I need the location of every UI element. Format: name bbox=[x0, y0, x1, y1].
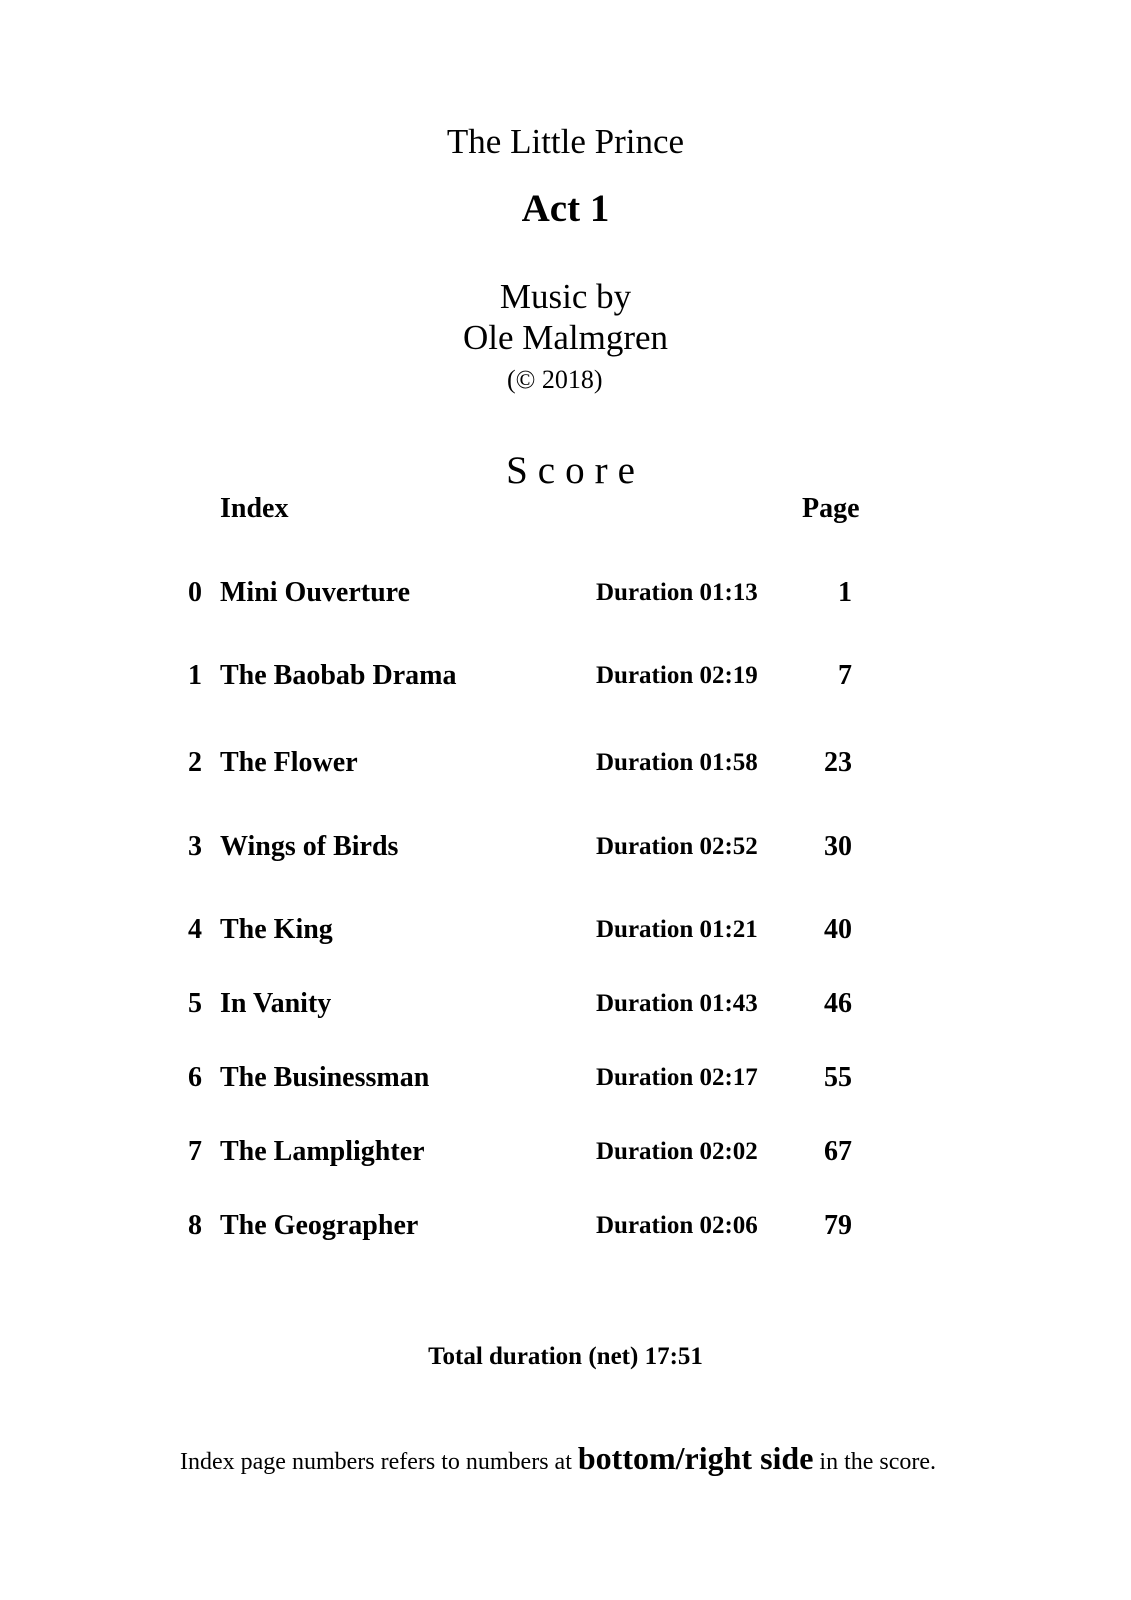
movement-page: 30 bbox=[824, 831, 852, 862]
movement-page: 7 bbox=[838, 660, 852, 691]
movement-title: The Geographer bbox=[220, 1210, 419, 1241]
movement-duration: Duration 01:43 bbox=[596, 990, 758, 1017]
index-row bbox=[0, 747, 1131, 787]
movement-page: 46 bbox=[824, 988, 852, 1019]
index-row bbox=[0, 1136, 1131, 1176]
page-column-header: Page bbox=[802, 493, 860, 524]
movement-number: 1 bbox=[188, 660, 202, 691]
movement-duration: Duration 01:58 bbox=[596, 749, 758, 776]
movement-page: 55 bbox=[824, 1062, 852, 1093]
movement-number: 3 bbox=[188, 831, 202, 862]
score-heading: Score bbox=[506, 449, 645, 492]
page-number-note bbox=[180, 1440, 936, 1477]
movement-page: 1 bbox=[838, 577, 852, 608]
movement-number: 5 bbox=[188, 988, 202, 1019]
movement-title: The Lamplighter bbox=[220, 1136, 425, 1167]
document-title: The Little Prince bbox=[446, 122, 685, 161]
note-text-start: Index page numbers refers to numbers at bbox=[180, 1449, 578, 1475]
movement-page: 40 bbox=[824, 914, 852, 945]
movement-duration: Duration 02:19 bbox=[596, 662, 758, 689]
movement-duration: Duration 02:06 bbox=[596, 1212, 758, 1239]
index-row bbox=[0, 914, 1131, 954]
index-row bbox=[0, 1210, 1131, 1250]
movement-page: 23 bbox=[824, 747, 852, 778]
movement-title: The Flower bbox=[220, 747, 358, 778]
index-row bbox=[0, 1062, 1131, 1102]
movement-duration: Duration 02:52 bbox=[596, 833, 758, 860]
movement-title: The Businessman bbox=[220, 1062, 430, 1093]
movement-number: 4 bbox=[188, 914, 202, 945]
movement-title: Mini Ouverture bbox=[220, 577, 411, 608]
movement-title: In Vanity bbox=[220, 988, 332, 1019]
index-row bbox=[0, 577, 1131, 617]
movement-duration: Duration 02:17 bbox=[596, 1064, 758, 1091]
index-row bbox=[0, 831, 1131, 871]
note-emphasis: bottom/right side bbox=[577, 1440, 814, 1476]
movement-duration: Duration 01:13 bbox=[596, 579, 758, 606]
movement-duration: Duration 01:21 bbox=[596, 916, 758, 943]
movement-title: The King bbox=[220, 914, 333, 945]
movement-page: 67 bbox=[824, 1136, 852, 1167]
movement-title: Wings of Birds bbox=[220, 831, 399, 862]
copyright-notice: (© 2018) bbox=[507, 365, 603, 394]
composer-name: Ole Malmgren bbox=[462, 318, 669, 357]
act-heading: Act 1 bbox=[521, 187, 610, 230]
note-text-end: in the score. bbox=[813, 1449, 937, 1475]
index-row bbox=[0, 988, 1131, 1028]
movement-title: The Baobab Drama bbox=[220, 660, 457, 691]
movement-number: 8 bbox=[188, 1210, 202, 1241]
music-by-label: Music by bbox=[499, 277, 632, 316]
movement-page: 79 bbox=[824, 1210, 852, 1241]
movement-number: 6 bbox=[188, 1062, 202, 1093]
movement-number: 0 bbox=[188, 577, 202, 608]
index-row bbox=[0, 660, 1131, 700]
movement-number: 2 bbox=[188, 747, 202, 778]
movement-number: 7 bbox=[188, 1136, 202, 1167]
movement-duration: Duration 02:02 bbox=[596, 1138, 758, 1165]
total-duration: Total duration (net) 17:51 bbox=[428, 1343, 703, 1370]
index-column-header: Index bbox=[220, 493, 289, 524]
